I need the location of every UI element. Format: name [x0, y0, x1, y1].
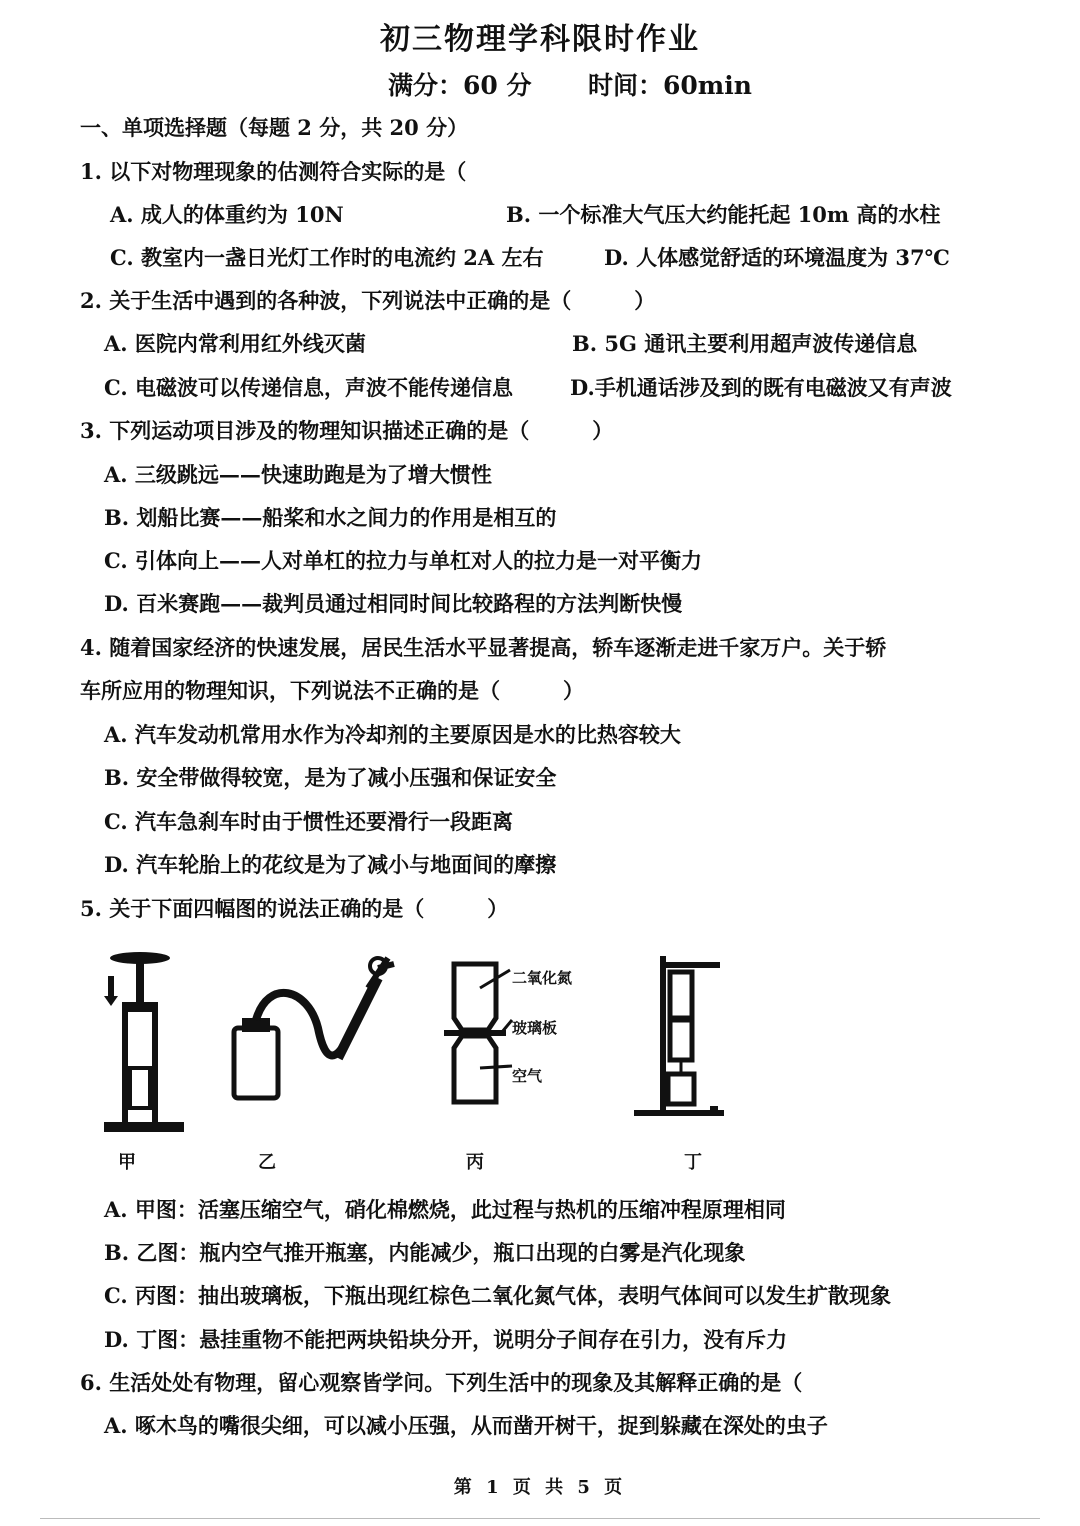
section-heading: 一、单项选择题（每题 2 分，共 20 分） [80, 115, 469, 140]
question-5-option-c: C. 丙图：抽出玻璃板，下瓶出现红棕色二氧化氮气体，表明气体间可以发生扩散现象 [104, 1283, 891, 1308]
figure-jia-compression-cylinder [100, 948, 190, 1148]
question-4-option-b: B. 安全带做得较宽，是为了减小压强和保证安全 [104, 765, 557, 790]
question-5-option-a: A. 甲图：活塞压缩空气，硝化棉燃烧，此过程与热机的压缩冲程原理相同 [104, 1197, 786, 1222]
time-limit: 时间：60min [588, 71, 752, 100]
question-4-stem-line1: 4. 随着国家经济的快速发展，居民生活水平显著提高，轿车逐渐走进千家万户。关于轿 [80, 635, 887, 660]
figure-annotation-no2: 二氧化氮 [512, 969, 573, 987]
question-5-option-d: D. 丁图：悬挂重物不能把两块铅块分开，说明分子间存在引力，没有斥力 [104, 1327, 788, 1352]
question-2-option-c: C. 电磁波可以传递信息，声波不能传递信息 [104, 375, 513, 400]
question-1-option-c: C. 教室内一盏日光灯工作时的电流约 2A 左右 [110, 245, 544, 270]
question-2-option-b: B. 5G 通讯主要利用超声波传递信息 [572, 331, 918, 356]
question-5-stem: 5. 关于下面四幅图的说法正确的是（ ） [80, 896, 509, 921]
figure-label-bing: 丙 [466, 1152, 484, 1173]
figure-yi-bottle-and-pump [228, 948, 398, 1108]
question-4-option-a: A. 汽车发动机常用水作为冷却剂的主要原因是水的比热容较大 [104, 722, 681, 747]
question-1-option-b: B. 一个标准大气压大约能托起 10m 高的水柱 [506, 202, 941, 227]
figure-label-ding: 丁 [684, 1152, 702, 1173]
figure-annotation-air: 空气 [512, 1067, 543, 1085]
question-4-option-c: C. 汽车急刹车时由于惯性还要滑行一段距离 [104, 809, 513, 834]
question-5-option-b: B. 乙图：瓶内空气推开瓶塞，内能减少，瓶口出现的白雾是汽化现象 [104, 1240, 746, 1265]
question-4-option-d: D. 汽车轮胎上的花纹是为了减小与地面间的摩擦 [104, 852, 557, 877]
question-4-stem-line2: 车所应用的物理知识，下列说法不正确的是（ ） [80, 678, 584, 703]
figure-label-jia: 甲 [118, 1152, 136, 1173]
question-2-option-a: A. 医院内常利用红外线灭菌 [104, 331, 366, 356]
question-2-stem: 2. 关于生活中遇到的各种波，下列说法中正确的是（ ） [80, 288, 656, 313]
figure-label-yi: 乙 [258, 1152, 276, 1173]
question-1-stem: 1. 以下对物理现象的估测符合实际的是（ [80, 159, 467, 184]
page-number: 第 1 页 共 5 页 [453, 1477, 627, 1498]
question-6-stem: 6. 生活处处有物理，留心观察皆学问。下列生活中的现象及其解释正确的是（ [80, 1370, 803, 1395]
question-1-option-a: A. 成人的体重约为 10N [110, 202, 344, 227]
question-3-option-c: C. 引体向上——人对单杠的拉力与单杠对人的拉力是一对平衡力 [104, 548, 702, 573]
full-score: 满分：60 分 [388, 71, 532, 100]
question-3-option-d: D. 百米赛跑——裁判员通过相同时间比较路程的方法判断快慢 [104, 591, 683, 616]
question-3-option-b: B. 划船比赛——船桨和水之间力的作用是相互的 [104, 505, 557, 530]
question-3-stem: 3. 下列运动项目涉及的物理知识描述正确的是（ ） [80, 418, 614, 443]
question-6-option-a: A. 啄木鸟的嘴很尖细，可以减小压强，从而凿开树干，捉到躲藏在深处的虫子 [104, 1413, 828, 1438]
figure-annotation-glass-plate: 玻璃板 [512, 1019, 558, 1037]
question-1-option-d: D. 人体感觉舒适的环境温度为 37℃ [604, 245, 950, 270]
bottom-divider [40, 1518, 1040, 1519]
figure-ding-lead-blocks [630, 948, 730, 1118]
question-3-option-a: A. 三级跳远——快速助跑是为了增大惯性 [104, 462, 492, 487]
question-2-option-d: D.手机通话涉及到的既有电磁波又有声波 [570, 375, 952, 400]
page-title: 初三物理学科限时作业 [380, 22, 700, 57]
